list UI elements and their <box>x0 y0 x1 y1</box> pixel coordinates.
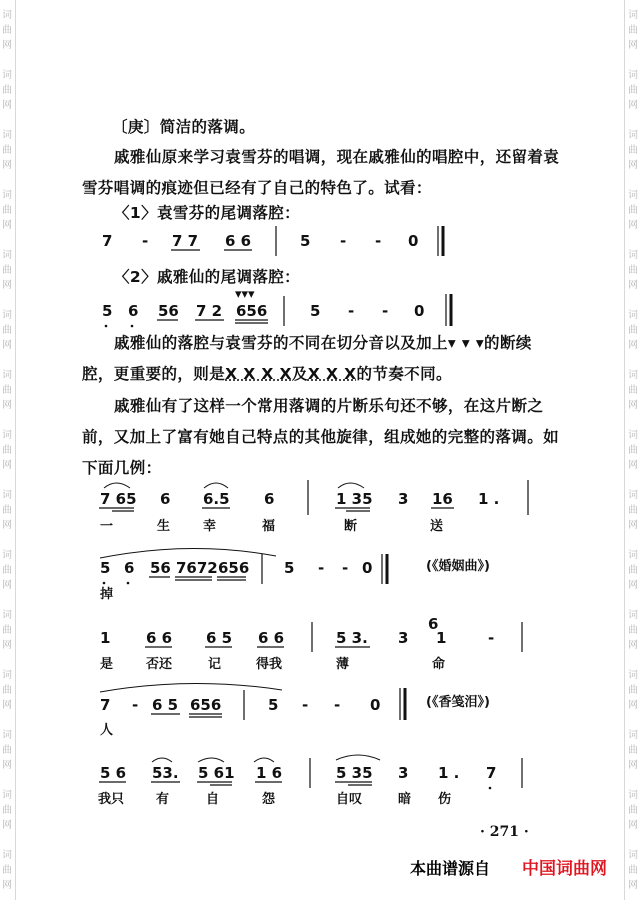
comparison-text-3: 的节奏不同。 <box>356 365 452 383</box>
paragraph-intro: 戚雅仙原来学习袁雪芬的唱调，现在戚雅仙的唱腔中，还留着袁雪芬唱调的痕迹但已经有了自己的特色了。试看： <box>82 148 560 197</box>
detached-marks: ▾ ▾ ▾ <box>447 334 485 352</box>
watermark-char: 词 <box>2 430 12 441</box>
lyric: 暗 <box>398 792 412 807</box>
note: - <box>132 696 139 714</box>
watermark-char: 词 <box>2 490 12 501</box>
watermark-char: 词 <box>628 130 638 141</box>
note: 1 35 <box>336 490 373 508</box>
watermark-char: 词 <box>628 250 638 261</box>
watermark-char: 网 <box>2 340 12 351</box>
watermark-char: 曲 <box>2 85 12 96</box>
watermark-char: 网 <box>628 760 638 771</box>
item-1-label: 〈1〉袁雪芬的尾调落腔： <box>114 204 301 222</box>
watermark-char: 词 <box>628 610 638 621</box>
lyric: 一 <box>100 519 114 534</box>
note: - <box>488 629 495 647</box>
lyric: 命 <box>432 657 446 672</box>
watermark-char: 曲 <box>2 865 12 876</box>
lyric: 得我 <box>256 657 283 672</box>
watermark-char: 词 <box>2 250 12 261</box>
lyric: 否还 <box>146 657 173 672</box>
watermark-char: 网 <box>628 400 638 411</box>
note: - <box>375 232 382 250</box>
note: 5 3. <box>336 629 368 647</box>
watermark-char: 网 <box>628 880 638 891</box>
lyric: 自叹 <box>336 792 363 807</box>
lyric: 生 <box>157 519 171 534</box>
page-number: · 271 · <box>480 824 529 840</box>
watermark-char: 网 <box>2 460 12 471</box>
note: 1 <box>100 629 111 647</box>
note: - <box>302 696 309 714</box>
watermark-char: 网 <box>628 640 638 651</box>
watermark-char: 网 <box>628 460 638 471</box>
note: 5 <box>284 559 295 577</box>
lyric: 有 <box>156 792 170 807</box>
lyric: 福 <box>262 519 276 534</box>
lyric: 幸 <box>203 519 217 534</box>
watermark-char: 词 <box>628 550 638 561</box>
watermark-char: 词 <box>2 370 12 381</box>
note: 6 <box>160 490 171 508</box>
rhythm-pattern-2: X X X <box>307 365 357 383</box>
watermark-char: 网 <box>2 760 12 771</box>
watermark-char: 网 <box>2 520 12 531</box>
watermark-char: 网 <box>628 820 638 831</box>
note: 7 <box>102 232 113 250</box>
paragraph-examples-intro: 戚雅仙有了这样一个常用落调的片断乐句还不够，在这片断之前，又加上了富有她自己特点的其他旋律，组成她的完整的落调。如下面几例： <box>82 397 560 477</box>
note: 1 6 <box>256 764 283 782</box>
note: - <box>142 232 149 250</box>
watermark-char: 词 <box>628 370 638 381</box>
note: 6 6 <box>146 629 173 647</box>
note: 56 <box>150 559 171 577</box>
note: 7672 <box>176 559 218 577</box>
watermark-char: 词 <box>2 550 12 561</box>
watermark-char: 词 <box>628 10 638 21</box>
watermark-char: 曲 <box>628 445 638 456</box>
note: 656 <box>236 302 268 320</box>
watermark-char: 曲 <box>2 445 12 456</box>
note: 3 <box>398 629 409 647</box>
watermark-char: 曲 <box>628 865 638 876</box>
watermark-char: 曲 <box>2 205 12 216</box>
note: 5 <box>100 559 111 577</box>
watermark-char: 网 <box>2 880 12 891</box>
note: 5 <box>102 302 113 320</box>
note: 0 <box>414 302 425 320</box>
note: 0 <box>370 696 381 714</box>
lyric: 薄 <box>336 657 350 672</box>
note: 5 <box>310 302 321 320</box>
note: 3 <box>398 490 409 508</box>
watermark-char: 曲 <box>628 205 638 216</box>
watermark-char: 曲 <box>628 85 638 96</box>
watermark-char: 网 <box>628 340 638 351</box>
example-2 <box>99 548 490 602</box>
note: 5 <box>300 232 311 250</box>
note: 6 <box>128 302 139 320</box>
watermark-char: 词 <box>628 850 638 861</box>
grace-note: 6 <box>428 615 439 633</box>
note: 5 <box>268 696 279 714</box>
watermark-char: 词 <box>2 670 12 681</box>
note: 1 <box>436 629 447 647</box>
watermark-char: 网 <box>2 220 12 231</box>
watermark-char: 曲 <box>628 625 638 636</box>
watermark-char: 曲 <box>628 565 638 576</box>
footer-source-text: 本曲谱源自 <box>410 859 491 878</box>
note: 6 5 <box>152 696 179 714</box>
watermark-char: 词 <box>628 190 638 201</box>
watermark-char: 曲 <box>628 145 638 156</box>
note: 7 <box>100 696 111 714</box>
note: 5 61 <box>198 764 235 782</box>
watermark-char: 词 <box>2 70 12 81</box>
watermark-char: 网 <box>2 400 12 411</box>
lyric: 我只 <box>98 792 125 807</box>
watermark-char: 曲 <box>628 385 638 396</box>
watermark-char: 网 <box>628 40 638 51</box>
source-marriage-song: (《婚姻曲》) <box>426 559 490 574</box>
note: 7 7 <box>172 232 199 250</box>
note: 6 6 <box>258 629 285 647</box>
watermark-char: 词 <box>2 310 12 321</box>
watermark-char: 词 <box>2 10 12 21</box>
watermark-char: 曲 <box>2 805 12 816</box>
watermark-char: 曲 <box>2 25 12 36</box>
note: 6 6 <box>225 232 252 250</box>
watermark-char: 网 <box>2 640 12 651</box>
rhythm-pattern-1: X X X X <box>225 365 292 383</box>
comparison-text-2: 的断续腔，更重要的，则是 <box>82 334 532 383</box>
watermark-char: 网 <box>628 700 638 711</box>
item-2-label: 〈2〉戚雅仙的尾调落腔： <box>114 268 301 286</box>
note: 6 5 <box>206 629 233 647</box>
comparison-text-1: 戚雅仙的落腔与袁雪芬的不同在切分音以及加上 <box>114 334 448 352</box>
watermark-char: 网 <box>2 700 12 711</box>
note: - <box>348 302 355 320</box>
watermark-char: 网 <box>628 280 638 291</box>
watermark-char: 网 <box>628 100 638 111</box>
example-4 <box>100 683 490 738</box>
note: - <box>334 696 341 714</box>
note: - <box>318 559 325 577</box>
comparison-and: 及 <box>291 365 308 383</box>
lyric: 自 <box>206 792 220 807</box>
watermark-char: 曲 <box>628 325 638 336</box>
section-title: 〔庚〕简洁的落调。 <box>112 118 256 136</box>
note: 7 <box>486 764 497 782</box>
note: 16 <box>432 490 453 508</box>
note: 5 35 <box>336 764 373 782</box>
lyric: 伤 <box>438 792 452 807</box>
watermark-char: 词 <box>628 490 638 501</box>
note: 656 <box>190 696 222 714</box>
source-fragrant-letter-tears: (《香笺泪》) <box>426 695 490 710</box>
watermark-char: 词 <box>628 430 638 441</box>
footer-brand-link[interactable]: 中国词曲网 <box>522 859 607 879</box>
lyric: 记 <box>208 657 222 672</box>
detached-marks-score: ▾▾▾ <box>235 287 255 302</box>
watermark-char: 网 <box>2 280 12 291</box>
watermark-char: 网 <box>2 40 12 51</box>
watermark-char: 曲 <box>628 265 638 276</box>
score-qi-yaxian <box>102 287 451 327</box>
watermark-char: 词 <box>2 130 12 141</box>
note: 1 . <box>478 490 500 508</box>
note: - <box>382 302 389 320</box>
watermark-char: 曲 <box>2 265 12 276</box>
watermark-char: 词 <box>628 310 638 321</box>
note: 0 <box>362 559 373 577</box>
watermark-char: 网 <box>2 820 12 831</box>
note: 1 . <box>438 764 460 782</box>
watermark-char: 网 <box>628 520 638 531</box>
watermark-char: 词 <box>628 70 638 81</box>
note: - <box>340 232 347 250</box>
watermark-char: 曲 <box>628 685 638 696</box>
note: 53. <box>152 764 179 782</box>
watermark-char: 曲 <box>628 745 638 756</box>
watermark-char: 词 <box>628 670 638 681</box>
watermark-char: 曲 <box>2 325 12 336</box>
example-5 <box>98 755 522 807</box>
watermark-char: 网 <box>628 220 638 231</box>
watermark-char: 曲 <box>628 25 638 36</box>
lyric: 送 <box>430 519 444 534</box>
note: 6 <box>264 490 275 508</box>
note: 3 <box>398 764 409 782</box>
note: 56 <box>158 302 179 320</box>
watermark-char: 词 <box>2 850 12 861</box>
watermark-char: 网 <box>628 160 638 171</box>
lyric: 掉 <box>100 587 114 602</box>
example-1 <box>99 480 528 534</box>
watermark-char: 词 <box>2 190 12 201</box>
watermark-char: 词 <box>628 790 638 801</box>
watermark-char: 曲 <box>2 745 12 756</box>
watermark-char: 网 <box>2 580 12 591</box>
watermark-char: 曲 <box>2 685 12 696</box>
watermark-char: 曲 <box>2 505 12 516</box>
lyric: 是 <box>100 657 114 672</box>
watermark-char: 网 <box>628 580 638 591</box>
note: 0 <box>408 232 419 250</box>
note: 7 65 <box>100 490 137 508</box>
watermark-char: 网 <box>2 160 12 171</box>
lyric: 人 <box>100 723 114 738</box>
note: 656 <box>218 559 250 577</box>
watermark-char: 词 <box>628 730 638 741</box>
note: 6 <box>124 559 135 577</box>
example-3 <box>100 615 522 672</box>
watermark-char: 曲 <box>2 385 12 396</box>
watermark-char: 词 <box>2 790 12 801</box>
watermark-char: 曲 <box>2 565 12 576</box>
lyric: 断 <box>344 519 358 534</box>
watermark-char: 曲 <box>628 805 638 816</box>
lyric: 怨 <box>262 792 276 807</box>
note: 6.5 <box>203 490 230 508</box>
watermark-char: 曲 <box>2 625 12 636</box>
watermark-char: 词 <box>2 730 12 741</box>
note: - <box>342 559 349 577</box>
watermark-char: 网 <box>2 100 12 111</box>
note: 7 2 <box>196 302 223 320</box>
score-yuan-xuefen <box>102 226 443 256</box>
note: 5 6 <box>100 764 127 782</box>
watermark-char: 词 <box>2 610 12 621</box>
watermark-char: 曲 <box>2 145 12 156</box>
watermark-char: 曲 <box>628 505 638 516</box>
